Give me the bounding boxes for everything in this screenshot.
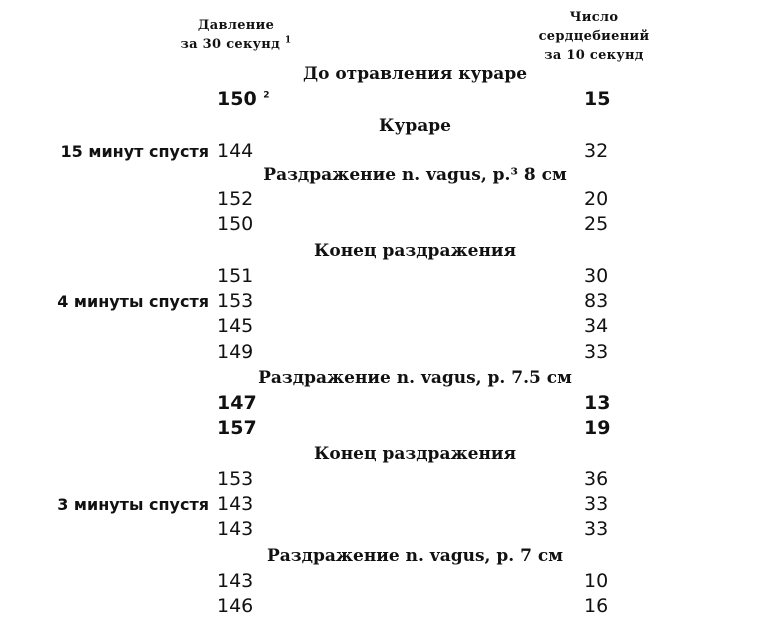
time-label: 4 минуты спустя xyxy=(57,292,209,311)
section-heading-row xyxy=(0,239,760,264)
pressure-value: 153 xyxy=(217,290,254,312)
pressure-value xyxy=(217,87,270,112)
pulse-value: 30 xyxy=(584,265,609,287)
table-row xyxy=(0,594,760,619)
table-row xyxy=(0,87,760,112)
table-row xyxy=(0,416,760,441)
pressure-value: 151 xyxy=(217,265,254,287)
pulse-value: 10 xyxy=(584,570,609,592)
section-heading: Раздражение n. vagus, p. 7.5 см xyxy=(258,368,572,388)
pressure-number: 150 xyxy=(217,88,257,110)
time-label: 3 минуты спустя xyxy=(57,495,209,514)
pulse-header-line1: Число xyxy=(569,10,619,25)
pressure-value: 157 xyxy=(217,417,257,439)
table-row xyxy=(0,391,760,416)
pressure-value: 146 xyxy=(217,595,254,617)
pulse-value: 33 xyxy=(584,518,609,540)
pulse-value: 19 xyxy=(584,417,611,439)
table-row xyxy=(0,467,760,492)
pressure-value: 143 xyxy=(217,518,254,540)
pulse-header-line3: за 10 секунд xyxy=(544,48,644,63)
section-heading-row xyxy=(0,163,760,188)
pressure-value: 147 xyxy=(217,392,257,414)
pulse-value: 33 xyxy=(584,493,609,515)
pulse-value: 32 xyxy=(584,140,609,162)
section-heading: Раздражение n. vagus, p.³ 8 см xyxy=(263,165,567,185)
table-row xyxy=(0,492,760,517)
table-row xyxy=(0,517,760,542)
pressure-header-line1: Давление xyxy=(197,18,275,33)
pulse-value: 36 xyxy=(584,468,609,490)
pressure-value: 145 xyxy=(217,315,254,337)
section-heading-row xyxy=(0,442,760,467)
pulse-header-line2: сердцебиений xyxy=(538,29,650,44)
time-label: 15 минут спустя xyxy=(60,142,209,161)
pressure-value: 153 xyxy=(217,468,254,490)
section-heading: Конец раздражения xyxy=(313,241,517,261)
pulse-value: 15 xyxy=(584,88,611,110)
pulse-value: 83 xyxy=(584,290,609,312)
table-row xyxy=(0,187,760,212)
pressure-value: 143 xyxy=(217,493,254,515)
pressure-column-header xyxy=(166,16,306,54)
pressure-value: 144 xyxy=(217,140,254,162)
pressure-value: 149 xyxy=(217,341,254,363)
pressure-value: 143 xyxy=(217,570,254,592)
pressure-footnote-marker: 1 xyxy=(284,35,292,46)
pulse-value: 25 xyxy=(584,213,609,235)
pressure-header-line2 xyxy=(166,35,306,54)
pressure-value: 152 xyxy=(217,188,254,210)
section-heading: Конец раздражения xyxy=(313,444,517,464)
pulse-column-header xyxy=(536,8,652,65)
pulse-value: 20 xyxy=(584,188,609,210)
section-heading-row xyxy=(0,366,760,391)
pressure-header-line2-text: за 30 секунд xyxy=(180,37,281,52)
section-heading: Кураре xyxy=(379,116,451,136)
table-row xyxy=(0,212,760,237)
pulse-value: 33 xyxy=(584,341,609,363)
table-row xyxy=(0,569,760,594)
section-heading-row xyxy=(0,114,760,139)
section-heading-row xyxy=(0,62,760,87)
table-row xyxy=(0,289,760,314)
section-heading-row xyxy=(0,544,760,569)
section-heading: Раздражение n. vagus, p. 7 см xyxy=(267,546,563,566)
pressure-value: 150 xyxy=(217,213,254,235)
pressure-footnote-marker: 2 xyxy=(263,90,270,101)
section-heading: До отравления кураре xyxy=(302,64,528,84)
pulse-value: 13 xyxy=(584,392,611,414)
table-row xyxy=(0,139,760,164)
table-row xyxy=(0,314,760,339)
pulse-value: 16 xyxy=(584,595,609,617)
pulse-value: 34 xyxy=(584,315,609,337)
table-row xyxy=(0,340,760,365)
table-row xyxy=(0,264,760,289)
